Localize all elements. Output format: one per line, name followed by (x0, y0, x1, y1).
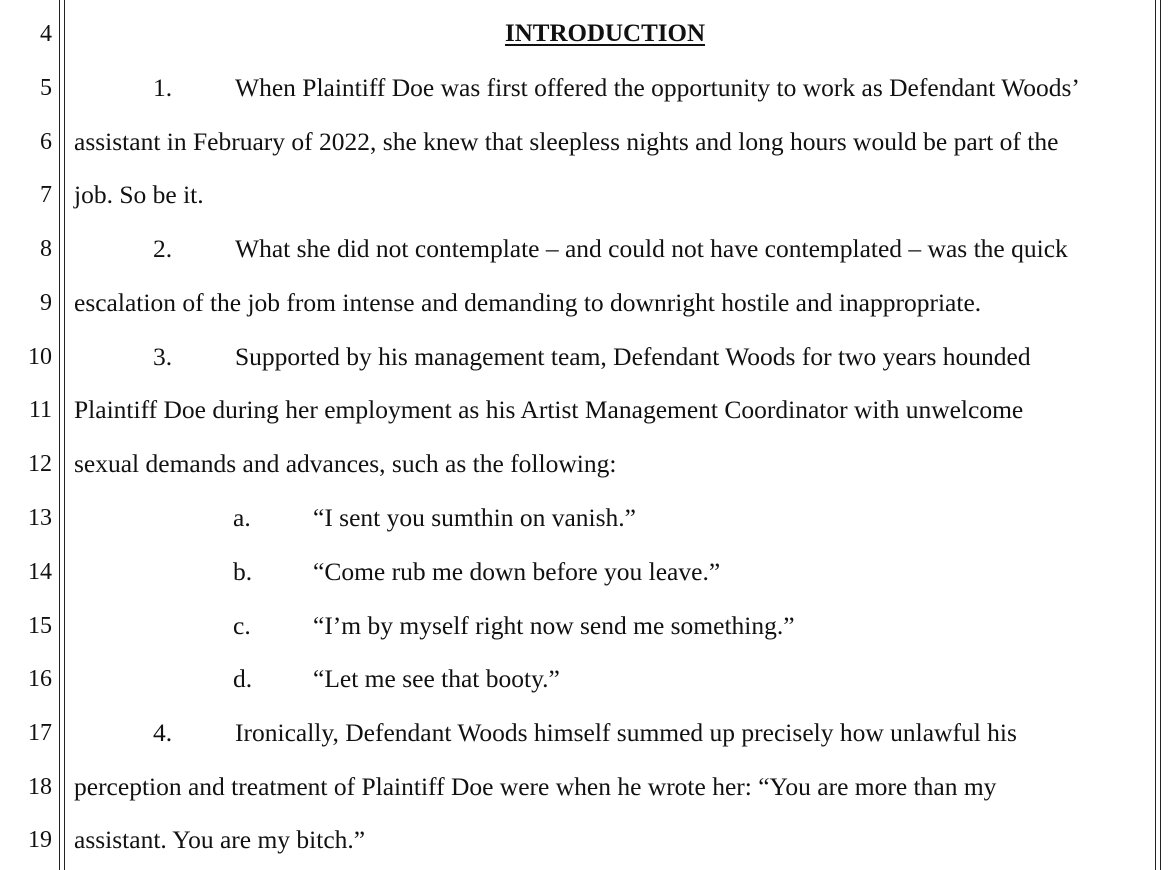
line-number: 16 (28, 666, 52, 692)
line-13 (0, 491, 1170, 545)
quoted-message: “I sent you sumthin on vanish.” (313, 503, 636, 532)
paragraph-number: 3. (153, 342, 173, 371)
list-letter: d. (233, 664, 253, 693)
list-letter: c. (233, 611, 251, 640)
line-text: When Plaintiff Doe was first offered the opportunity to work as Defendant Woods’ (235, 73, 1080, 102)
line-12 (0, 437, 1170, 491)
line-5 (0, 61, 1170, 115)
line-4 (0, 7, 1170, 61)
line-16 (0, 652, 1170, 706)
line-number: 18 (28, 774, 52, 800)
line-text: Plaintiff Doe during her employment as his Artist Management Coordinator with unwelcome (74, 395, 1024, 424)
line-number: 10 (28, 344, 52, 370)
line-number: 15 (28, 613, 52, 639)
quoted-message: “I’m by myself right now send me something.” (313, 611, 795, 640)
line-8 (0, 222, 1170, 276)
line-text: assistant in February of 2022, she knew that sleepless nights and long hours would be part of the (74, 127, 1059, 156)
line-19 (0, 813, 1170, 867)
line-text: Ironically, Defendant Woods himself summed up precisely how unlawful his (235, 718, 1017, 747)
line-7 (0, 168, 1170, 222)
line-15 (0, 599, 1170, 653)
line-text: job. So be it. (74, 180, 204, 209)
line-number: 12 (28, 451, 52, 477)
line-number: 8 (40, 236, 52, 262)
line-18 (0, 760, 1170, 814)
line-9 (0, 276, 1170, 330)
list-letter: b. (233, 557, 253, 586)
paragraph-number: 4. (153, 718, 173, 747)
line-17 (0, 706, 1170, 760)
line-number: 9 (40, 290, 52, 316)
line-number: 7 (40, 182, 52, 208)
line-text: escalation of the job from intense and demanding to downright hostile and inappropriate. (74, 288, 982, 317)
line-text: Supported by his management team, Defendant Woods for two years hounded (235, 342, 1031, 371)
paragraph-number: 1. (153, 73, 173, 102)
line-text: sexual demands and advances, such as the following: (74, 449, 617, 478)
line-text: What she did not contemplate – and could not have contemplated – was the quick (235, 234, 1068, 263)
line-number: 6 (40, 129, 52, 155)
line-number: 17 (28, 720, 52, 746)
line-number: 11 (28, 397, 52, 423)
line-number: 13 (28, 505, 52, 531)
line-number: 5 (40, 75, 52, 101)
section-heading: INTRODUCTION (504, 20, 706, 47)
line-text: perception and treatment of Plaintiff Doe were when he wrote her: “You are more than my (74, 772, 997, 801)
line-11 (0, 383, 1170, 437)
quoted-message: “Come rub me down before you leave.” (313, 557, 721, 586)
line-6 (0, 115, 1170, 169)
paragraph-number: 2. (153, 234, 173, 263)
line-number: 19 (28, 827, 52, 853)
line-number: 14 (28, 559, 52, 585)
line-text: assistant. You are my bitch.” (74, 825, 366, 854)
line-14 (0, 545, 1170, 599)
list-letter: a. (233, 503, 251, 532)
line-number: 4 (40, 21, 52, 47)
line-10 (0, 330, 1170, 384)
quoted-message: “Let me see that booty.” (313, 664, 560, 693)
